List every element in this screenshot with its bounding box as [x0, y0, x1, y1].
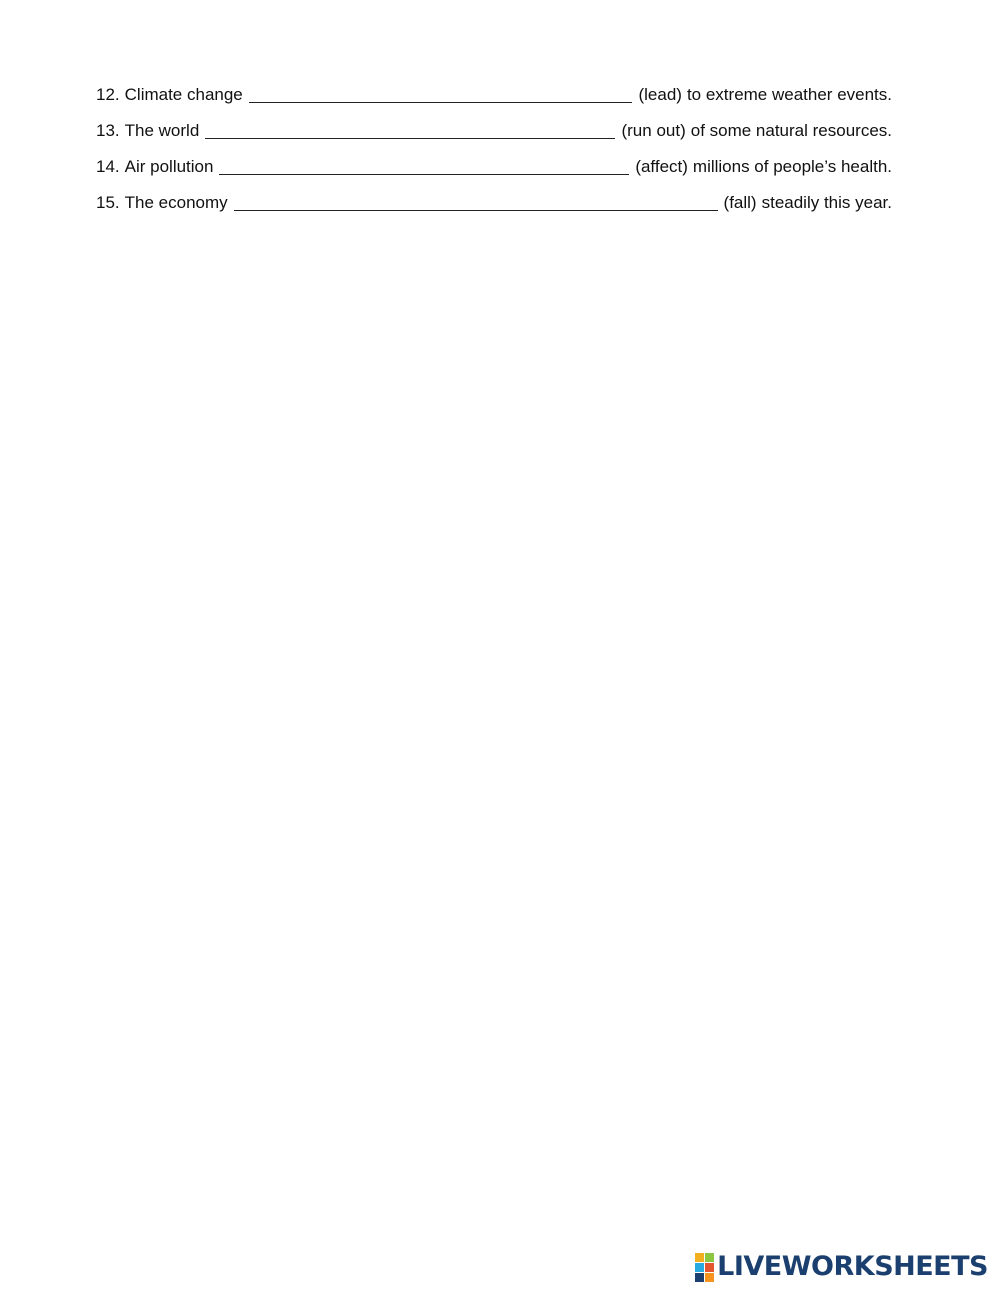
answer-blank-14[interactable]	[219, 156, 629, 175]
question-ending: of some natural resources.	[690, 121, 892, 140]
logo-block-icon	[695, 1253, 704, 1262]
logo-block-icon	[705, 1263, 714, 1272]
question-subject: Air pollution	[124, 157, 214, 176]
question-ending: to extreme weather events.	[686, 85, 892, 104]
question-ending: steadily this year.	[761, 193, 892, 212]
question-number: 13.	[96, 121, 120, 140]
answer-blank-12[interactable]	[249, 84, 633, 103]
verb-hint: (fall)	[723, 193, 757, 212]
worksheet	[96, 70, 892, 214]
answer-blank-13[interactable]	[205, 120, 615, 139]
brand-name: LIVEWORKSHEETS	[717, 1251, 988, 1282]
question-12	[96, 70, 892, 106]
question-subject: The world	[124, 121, 200, 140]
question-13	[96, 106, 892, 142]
logo-block-icon	[695, 1263, 704, 1272]
question-ending: millions of people’s health.	[692, 157, 892, 176]
verb-hint: (run out)	[621, 121, 686, 140]
answer-blank-15[interactable]	[234, 192, 718, 211]
logo-block-icon	[695, 1273, 704, 1282]
liveworksheets-logo	[695, 1252, 988, 1282]
question-number: 12.	[96, 85, 120, 104]
question-15	[96, 178, 892, 214]
logo-block-icon	[705, 1253, 714, 1262]
question-subject: Climate change	[124, 85, 243, 104]
verb-hint: (lead)	[638, 85, 682, 104]
question-number: 14.	[96, 157, 120, 176]
verb-hint: (affect)	[635, 157, 688, 176]
question-subject: The economy	[124, 193, 228, 212]
logo-mark-icon	[695, 1253, 714, 1282]
logo-block-icon	[705, 1273, 714, 1282]
question-14	[96, 142, 892, 178]
question-number: 15.	[96, 193, 120, 212]
